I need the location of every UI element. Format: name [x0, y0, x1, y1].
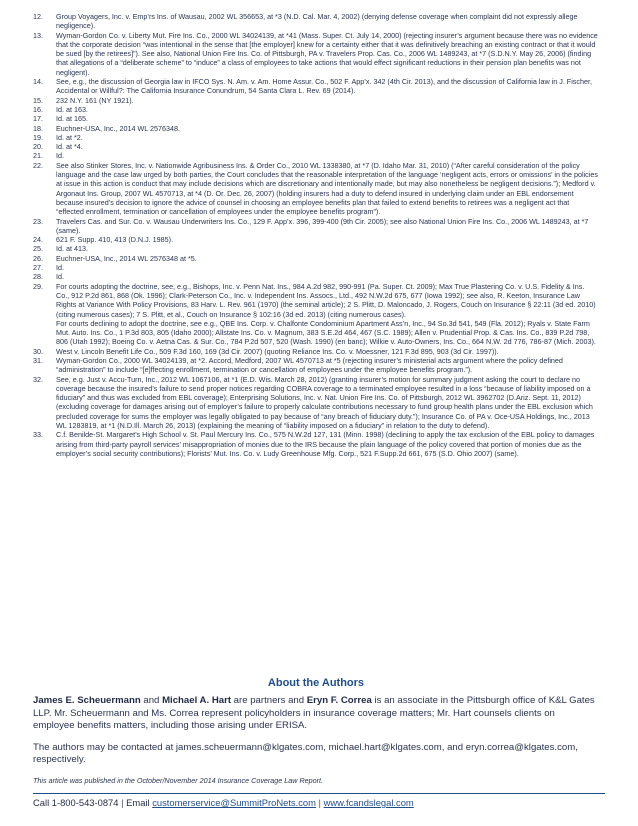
footnote-number: 20. — [33, 142, 43, 152]
footnote-text: 621 F. Supp. 410, 413 (D.N.J. 1985). — [56, 235, 174, 245]
footnote-number: 14. — [33, 77, 43, 87]
footnote-number: 16. — [33, 104, 43, 114]
about-authors-bio — [33, 695, 599, 733]
footnote-item — [33, 235, 599, 244]
footnote-item — [33, 142, 599, 151]
footnote-text: See, e.g. Just v. Accu-Turn, Inc., 2012 WL 1067106, at *1 (E.D. Wis. March 28, 2012) (granting insurer’s motion for summary judgment asking the court to declare no coverage because the insured’s failure to send proper notices regarding COBRA coverage to a terminated employee resulted in a loss “because of liability imposed on a fiduciary” and thus was excluded from EBL coverage); Enterprising Solutions, Inc. v. Nat. Union Fire Ins. Co. of Pittsburgh, 2012 WL 3962702 (D.Ariz. Sept. 11, 2012) (excluding coverage for damages arising out of employer’s failure to properly calculate contributions necessary to fund group health plans under the EBL exclusion which precluded coverage for sums the employer was legally obligated to pay because of “any breach of fiduciary duty.”); Insurance Co. of PA v. Oce-USA Holdings, Inc., 2013 WL 1283819, at *1 (N.D.Ill. March 26, 2013) (explaining the meaning of “liability imposed on a fiduciary” in relation to the duty to defend). — [56, 374, 593, 431]
footnote-number: 25. — [33, 244, 43, 254]
footnote-number: 12. — [33, 12, 43, 21]
bio-text: are partners and — [231, 695, 307, 706]
footnote-item — [33, 272, 599, 281]
footer-email-label: Email — [126, 797, 150, 808]
footnote-text: Wyman-Gordon Co., 2000 WL 34024139, at *2. Accord, Medford, 2007 WL 4570713 at *5 (rejecting insurer’s ministerial acts argument where the policy defined “administration” to include “[e]ffecting enrollment, termination or cancellation of employees under the employee benefits program.”). — [56, 355, 563, 375]
footnote-continuation: For courts declining to adopt the doctrine, see e.g., QBE Ins. Corp. v. Chalfonte Condominium Apartment Ass’n, Inc., 94 So.3d 541, 549 (Fla. 2012); Ryals v. State Farm Mut. Auto. Ins. Co., 1 P.3d 803, 805 (Idaho 2000); Allstate Ins. Co. v. Magnum, 383 S.E.2d 464, 467 (S.C. 1989); Allen v. Prudential Prop. & Cas. Ins. Co., 839 P.2d 798, 806 (Utah 1992); Boeing Co. v. Aetna Cas. & Sur. Co., 784 P.2d 507, 520 (Wash. 1990) (en banc); Wilkie v. Auto-Owners, Ins. Co., 664 N.W. 2d 776, 786-87 (Mich. 2003). — [56, 318, 596, 347]
footnote-number: 29. — [33, 281, 43, 291]
footnotes-list — [33, 12, 599, 458]
footnote-item — [33, 133, 599, 142]
about-authors-heading: About the Authors — [267, 677, 365, 689]
footnote-text: 232 N.Y. 161 (NY 1921). — [56, 95, 134, 105]
footnote-number: 33. — [33, 430, 43, 440]
about-authors-section — [33, 677, 599, 785]
about-authors-contact: The authors may be contacted at james.scheuermann@klgates.com, michael.hart@klgates.com, and eryn.correa@klgates.com, respectively. — [33, 741, 578, 766]
footnote-text: Euchner-USA, Inc., 2014 WL 2576348. — [56, 123, 180, 133]
footnote-number: 28. — [33, 272, 43, 282]
footnote-number: 13. — [33, 30, 43, 40]
footnote-item — [33, 96, 599, 105]
footnote-item — [33, 430, 599, 458]
footnote-item — [33, 282, 599, 347]
footer-email-link[interactable]: customerservice@SummitProNets.com — [152, 797, 316, 808]
footer-separator: | — [318, 797, 321, 808]
footnote-text: Wyman-Gordon Co. v. Liberty Mut. Fire Ins. Co., 2000 WL 34024139, at *41 (Mass. Super. Ct. July 14, 2000) (rejecting insurer’s argument because there was no evidence that the corporate decision “was intentional in the sense that [the employer] knew for a certainty either that it was definitively breaching an existing contract or that it would be sued [by the retirees]”). See also, National Union Fire Ins. Co. of Pittsburgh, PA v. Travelers Prop. Cas. Co., 2006 WL 1489243, at *7 (S.D.N.Y. May 26, 2006) (finding that allegations of a “deliberate scheme” to “induce” a class of employees to take actions that would effect significant reductions in their pension plan benefits was not negligent). — [56, 30, 598, 77]
footnote-number: 21. — [33, 151, 43, 161]
footnote-item — [33, 356, 599, 375]
footnote-text: Id. at 165. — [56, 114, 88, 124]
footnote-item — [33, 254, 599, 263]
footnote-text: Group Voyagers, Inc. v. Emp’rs Ins. of Wausau, 2002 WL 356653, at *3 (N.D. Cal. Mar. 4, 2002) (denying defense coverage when complaint did not expressly allege negligence). — [56, 12, 578, 31]
footer-divider — [33, 793, 605, 794]
footnote-item — [33, 375, 599, 431]
footer-separator: | — [121, 797, 124, 808]
footnote-item — [33, 105, 599, 114]
footnote-item — [33, 124, 599, 133]
footnote-text: For courts adopting the doctrine, see, e.g., Bishops, Inc. v. Penn Nat. Ins., 984 A.2d 982, 990-991 (Pa. Super. Ct. 2009); Max True Plastering Co. v. U.S. Fidelity & Ins. Co., 912 P.2d 861, 868 (Ok. 1996); Clark-Peterson Co., Inc. v. Independent Ins. Assocs., Ltd., 492 N.W.2d 675, 677 (Iowa 1992); see also, R. Keeton, Insurance Law Rights at Variance With Policy Provisions, 83 Harv. L. Rev. 961 (1970) (the seminal article); 2 S. Plitt, D. Maloncado, J. Rogers, Couch on Insurance § 22:11 (3d ed. 2010) (citing numerous cases); 7 S. Plitt, et al., Couch on Insurance § 102:16 (3d ed. 2013) (citing numerous cases). — [56, 281, 596, 319]
footnote-text: Id. — [56, 272, 64, 282]
footnote-text: Id. at 413. — [56, 244, 88, 254]
footnote-item — [33, 114, 599, 123]
author-name: Eryn F. Correa — [306, 695, 372, 706]
footnote-text: Euchner-USA, Inc., 2014 WL 2576348 at *5. — [56, 253, 197, 263]
publication-note: This article was published in the October/November 2014 Insurance Coverage Law Report. — [33, 775, 324, 785]
footnote-item — [33, 347, 599, 356]
footnote-number: 19. — [33, 132, 43, 142]
footnote-text: Id. at 163. — [56, 104, 88, 114]
footnote-number: 26. — [33, 253, 43, 263]
footnote-number: 24. — [33, 235, 43, 245]
footnote-text: Id. — [56, 151, 64, 161]
footnote-item — [33, 151, 599, 160]
footnote-text: Travelers Cas. and Sur. Co. v. Wausau Underwriters Ins. Co., 129 F. App’x. 396, 399-400 (9th Cir. 2005); see also National Union Fire Ins. Co., 2006 WL 1489243, at *7 (same). — [56, 216, 589, 235]
footnote-number: 31. — [33, 355, 43, 365]
footnote-item — [33, 31, 599, 77]
footnote-number: 30. — [33, 346, 43, 356]
footnote-number: 15. — [33, 95, 43, 105]
footnote-item — [33, 161, 599, 217]
bio-text: and — [140, 695, 163, 706]
footnote-item — [33, 263, 599, 272]
footnote-text: See, e.g., the discussion of Georgia law in IFCO Sys. N. Am. v. Am. Home Assur. Co., 502 F. App’x. 342 (4th Cir. 2013), and the discussion of California law in J. Fischer, Accidental or Willful?: The California Insurance Conundrum, 54 Santa Clara L. Rev. 69 (2014). — [56, 77, 592, 96]
footnote-text: See also Stinker Stores, Inc. v. Nationwide Agribusiness Ins. & Order Co., 2010 WL 1338380, at *7 (D. Idaho Mar. 31, 2010) (“After careful consideration of the policy language and the case law urged by both parties, the Court concludes that the reasonable interpretation of the language ‘negligent acts, errors or omissions’ in the policies at issue in this action is conduct that may include decisions which are discretionary and intentionally made, but may also nonetheless be negligent decisions.”); Medford v. Argonaut Ins. Group, 2007 WL 4570713, at *4 (D. Or. Dec. 26, 2007) (holding insurers had a duty to defend insured in underlying claim under an EBL endorsement because insured’s decision to ignore the advice of counsel in choosing an employee benefits plan that failed to extend benefits to retirees was a negligent act that “effected enrollment, termination or cancellation of employees under the employee benefits program”). — [56, 160, 598, 217]
footer-phone: Call 1-800-543-0874 — [33, 797, 119, 808]
footnote-text: Id. at *4. — [56, 142, 83, 152]
footnote-number: 22. — [33, 160, 43, 170]
page-footer — [33, 797, 414, 808]
author-name: James E. Scheuermann — [33, 695, 141, 706]
footnote-number: 18. — [33, 123, 43, 133]
author-name: Michael A. Hart — [162, 695, 232, 706]
footnote-number: 27. — [33, 263, 43, 273]
footnote-number: 32. — [33, 374, 43, 384]
footer-website-link[interactable]: www.fcandslegal.com — [323, 797, 414, 808]
footnote-item — [33, 12, 599, 31]
footnote-number: 23. — [33, 216, 43, 226]
footnote-number: 17. — [33, 114, 43, 124]
footnote-item — [33, 244, 599, 253]
footnote-text: Id. — [56, 263, 64, 273]
bio-text: is an associate in the Pittsburgh office of K&L Gates LLP. Mr. Scheuermann and Ms. Correa represent policyholders in insurance coverage matters; Mr. Hart counsels clients on employee benefits matters, including those arising under ERISA. — [33, 695, 595, 732]
footnote-text: West v. Lincoln Benefit Life Co., 509 F.3d 160, 169 (3d Cir. 2007) (quoting Reliance Ins. Co. v. Moessner, 121 F.3d 895, 903 (3d Cir. 1997)). — [56, 346, 499, 356]
footnote-text: C.f. Benilde-St. Margaret’s High School v. St. Paul Mercury Ins. Co., 575 N.W.2d 127, 131 (Minn. 1998) (declining to apply the tax exclusion of the EBL policy to damages arising from third-party payroll services’ misappropriation of monies due to the IRS because the plain language of the policy covered that portion of monies due as the employer’s social security contributions); Florists’ Mut. Ins. Co. v. Ludy Greenhouse Mfg. Corp., 521 F.Supp.2d 661, 675 (S.D. Ohio 2007) (same). — [56, 430, 595, 458]
footnote-item — [33, 217, 599, 236]
footnote-text: Id. at *2. — [56, 132, 83, 142]
footnote-item — [33, 77, 599, 96]
